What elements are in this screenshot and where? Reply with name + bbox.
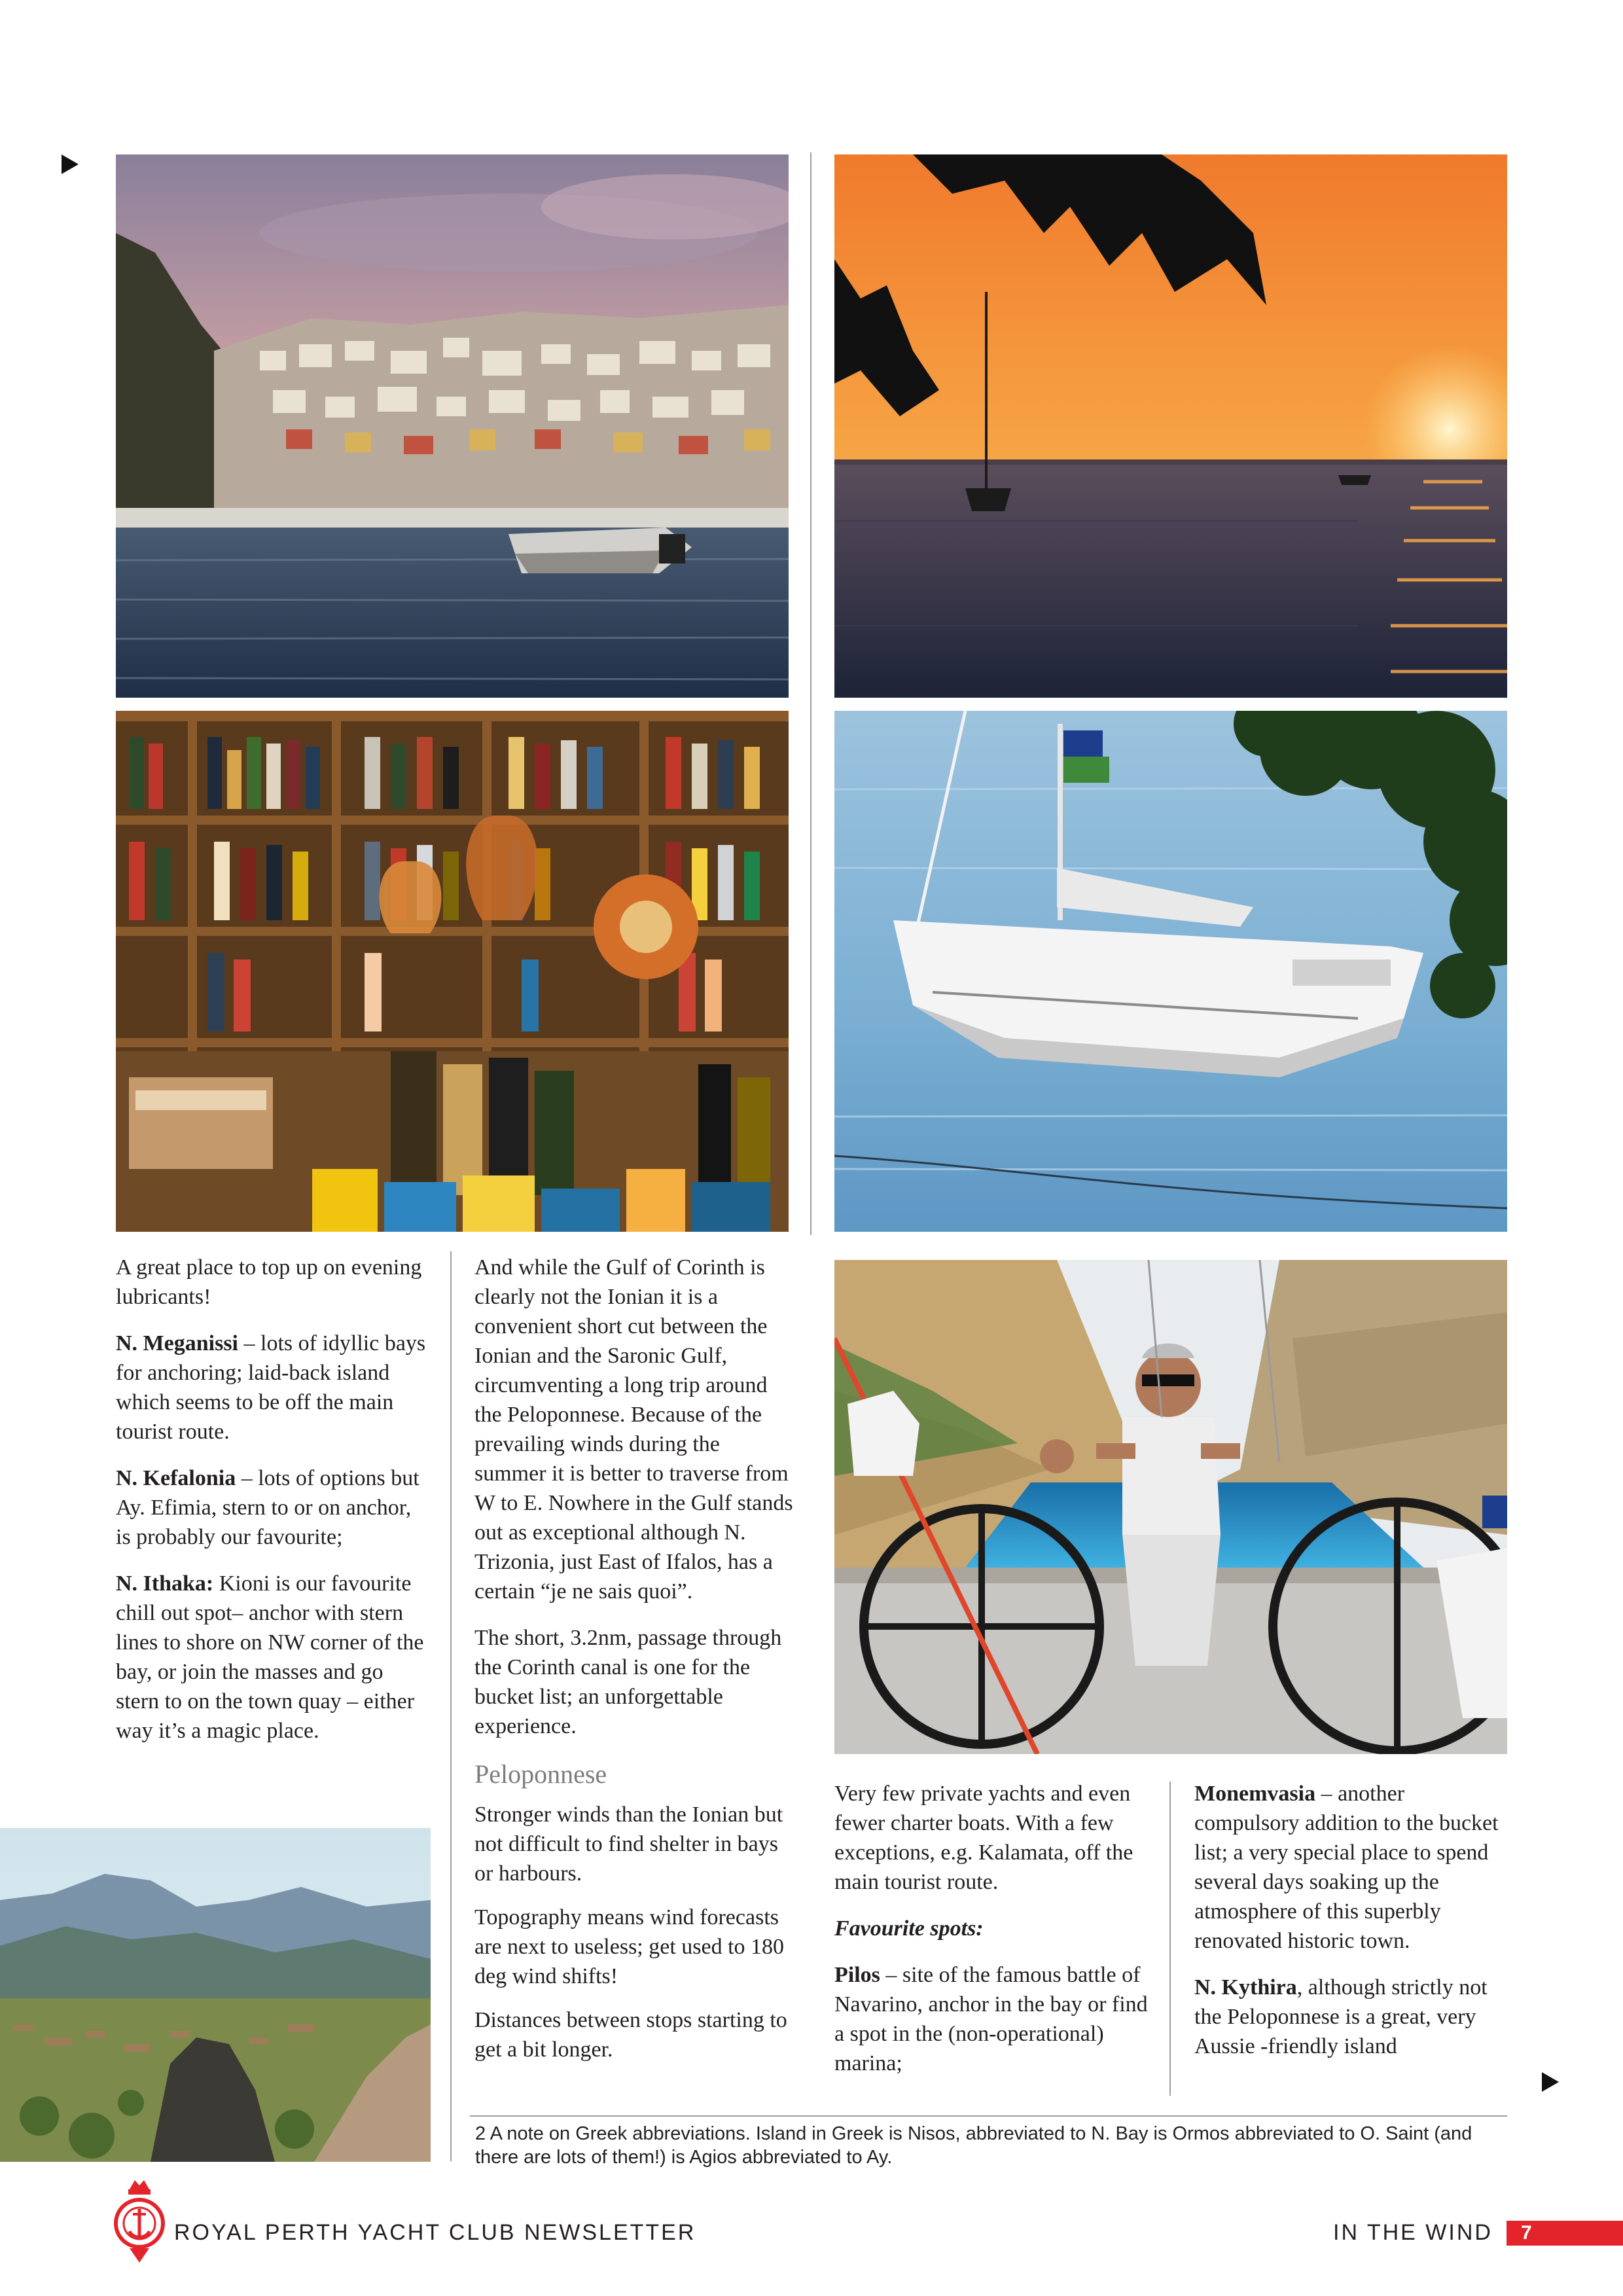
monemvasia-text: – another compulsory addition to the bucket list; a very special place to spend several days soaking up the atmosphere of this superbly renovated historic town. [1194,1782,1499,1953]
kythira-name: N. Kythira [1194,1975,1297,2000]
kythira-text: , although strictly not the Peloponnese is a great, very Aussie -friendly island [1194,1975,1488,2058]
text-column-4 [1194,1779,1507,2078]
corinth-gulf-paragraph: And while the Gulf of Corinth is clearly not the Ionian it is a convenient short cut between the Ionian and the Saronic Gulf, circumventing a long trip around the Peloponnese. Because of the prevailing winds during the summer it is better to traverse from W to E. Nowhere in the Gulf stands out as exceptional although N. Trizonia, just East of Ifalos, has a certain “je ne sais quoi”. [474,1255,793,1604]
pilos-text: – site of the famous battle of Navarino, anchor in the bay or find a spot in the (non-operational) marina; [834,1963,1148,2075]
continue-next-arrow-icon [1542,2072,1559,2092]
page-number-tab [1507,2221,1623,2246]
photo-sunset-yacht [834,154,1507,698]
pilos-name: Pilos [834,1963,880,1987]
photo-yacht-at-anchor [834,711,1507,1232]
text-column-1 [116,1253,430,1763]
kefalonia-paragraph [116,1463,430,1552]
text-divider-1 [450,1251,452,2161]
footer-club-name: ROYAL PERTH YACHT CLUB NEWSLETTER [174,2220,696,2245]
monemvasia-name: Monemvasia [1194,1782,1316,1806]
kefalonia-text: – lots of options but Ay. Efimia, stern to or on anchor, is probably our favourite; [116,1466,419,1549]
kythira-paragraph [1194,1973,1507,2061]
pilos-paragraph [834,1960,1155,2078]
kefalonia-name: N. Kefalonia [116,1466,236,1490]
ithaka-name: N. Ithaka: [116,1571,214,1596]
distances-paragraph: Distances between stops starting to get a bit longer. [474,2008,787,2062]
text-column-2 [474,1253,795,2079]
page-number: 7 [1521,2222,1532,2244]
photo-harbour-town [116,154,789,698]
shop-photo-caption: A great place to top up on evening lubricants! [116,1255,422,1309]
footnote-abbreviations: 2 A note on Greek abbreviations. Island in Greek is Nisos, abbreviated to N. Bay is Ormos abbreviated to O. Saint (and there are lots of them!) is Agios abbreviated to Ay. [475,2123,1472,2168]
meganissi-paragraph [116,1329,430,1446]
top-column-divider [810,152,812,1235]
club-crest-logo [113,2176,166,2268]
footnote-rule [470,2115,1507,2117]
corinth-canal-paragraph: The short, 3.2nm, passage through the Corinth canal is one for the bucket list; an unforgettable experience. [474,1626,782,1738]
peloponnese-winds-paragraph: Stronger winds than the Ionian but not difficult to find shelter in bays or harbours. [474,1803,783,1886]
continue-from-previous-arrow-icon [62,154,79,174]
photo-mountain-landscape [0,1828,431,2162]
private-yachts-paragraph: Very few private yachts and even fewer charter boats. With a few exceptions, e.g. Kalamata, off the main tourist route. [834,1782,1133,1894]
ithaka-paragraph [116,1569,430,1746]
footer-section-name: IN THE WIND [1333,2220,1493,2245]
favourite-spots-subhead: Favourite spots: [834,1916,984,1941]
text-divider-2 [1169,1782,1171,2096]
meganissi-name: N. Meganissi [116,1331,238,1355]
meganissi-text: – lots of idyllic bays for anchoring; laid-back island which seems to be off the main tourist route. [116,1331,426,1444]
topography-paragraph: Topography means wind forecasts are next to useless; get used to 180 deg wind shifts! [474,1905,785,1988]
monemvasia-paragraph [1194,1779,1507,1956]
photo-liquor-shop [116,711,789,1232]
photo-helmsman-corinth-canal [834,1260,1507,1754]
peloponnese-heading: Peloponnese [474,1759,607,1789]
text-column-3 [834,1779,1155,2095]
ithaka-text: Kioni is our favourite chill out spot– anchor with stern lines to shore on NW corner of the bay, or join the masses and go stern to on the town quay – either way it’s a magic place. [116,1571,424,1743]
